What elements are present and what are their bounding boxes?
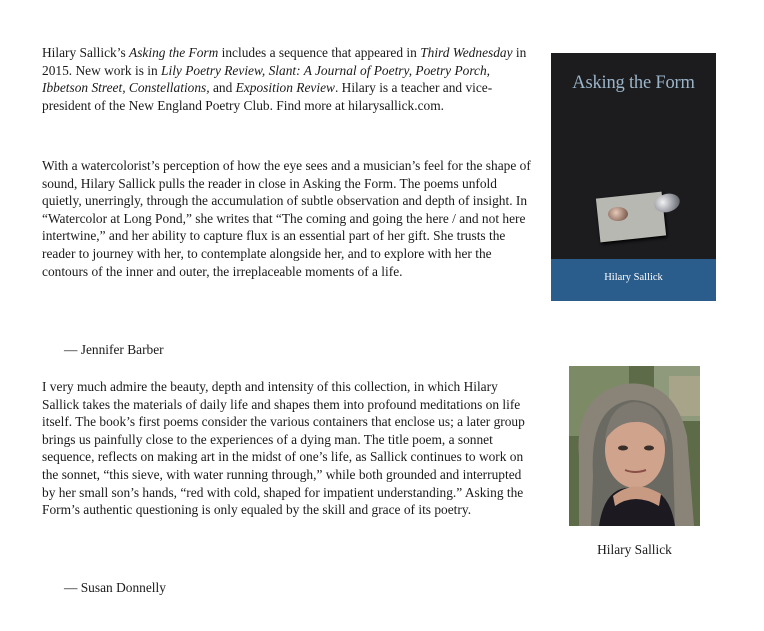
cover-author-band <box>551 259 716 301</box>
bio-text: . Hilary is a teacher and vice-president of the New England Poetry Club. Find more at hilarysallick.com. <box>42 80 493 113</box>
shell-illustration <box>608 207 628 221</box>
bio-text: includes a sequence that appeared in <box>218 45 421 60</box>
journal-name: Exposition Review <box>235 80 335 96</box>
blurb-attribution-donnelly: — Susan Donnelly <box>64 580 166 595</box>
author-photo-caption: Hilary Sallick <box>597 542 672 557</box>
blurb-donnelly: I very much admire the beauty, depth and intensity of this collection, in which Hilary Sallick takes the materials of daily life and shapes them into profound meditations on life itself. The book’s first poems consider the various containers that enclose us; a later group brings us painfully close to the experiences of a dying man. The title poem, a sonnet sequence, reflects on making art in the midst of one’s life, as Sallick continues to work on the sonnet, “this sieve, with water running through,” while both grounded and interrupted by her small son’s hands, “red with cold, shaped for impatient understanding.” Asking the Form’s authentic questioning is only equaled by the skill and grace of its poetry. <box>42 379 525 518</box>
author-photo-drawing <box>569 366 700 526</box>
journal-list: Lily Poetry Review, Slant: A Journal of Poetry, Poetry Porch, Ibbetson Street, Constellations, <box>42 62 491 96</box>
bio-text: Hilary Sallick’s <box>42 45 130 60</box>
cover-author: Hilary Sallick <box>604 272 663 283</box>
book-cover-image <box>551 53 716 301</box>
author-photo <box>569 366 700 526</box>
journal-name: Third Wednesday <box>420 45 513 60</box>
bio-text: and <box>209 80 236 96</box>
cover-title: Asking the Form <box>572 73 695 93</box>
blurb-barber: With a watercolorist’s perception of how the eye sees and a musician’s feel for the shape of sound, Hilary Sallick pulls the reader in close in Asking the Form. The poems unfold quietly, unerringly, through the accumulation of subtle observation and depth of insight. In “Watercolor at Long Pond,” she writes that “The coming and going the here / and not here intertwine,” and her ability to capture flux is an essential part of her gift. She trusts the reader to journey with her, to contemplate alongside her, and to explore with her the contours of the inner and outer, the irreplaceable moments of a life. <box>42 158 531 279</box>
author-bio <box>42 44 534 114</box>
book-title: Asking the Form <box>129 45 219 60</box>
blurb-attribution-barber: — Jennifer Barber <box>64 342 164 357</box>
bio-text: in 2015. New work is in <box>42 45 527 78</box>
